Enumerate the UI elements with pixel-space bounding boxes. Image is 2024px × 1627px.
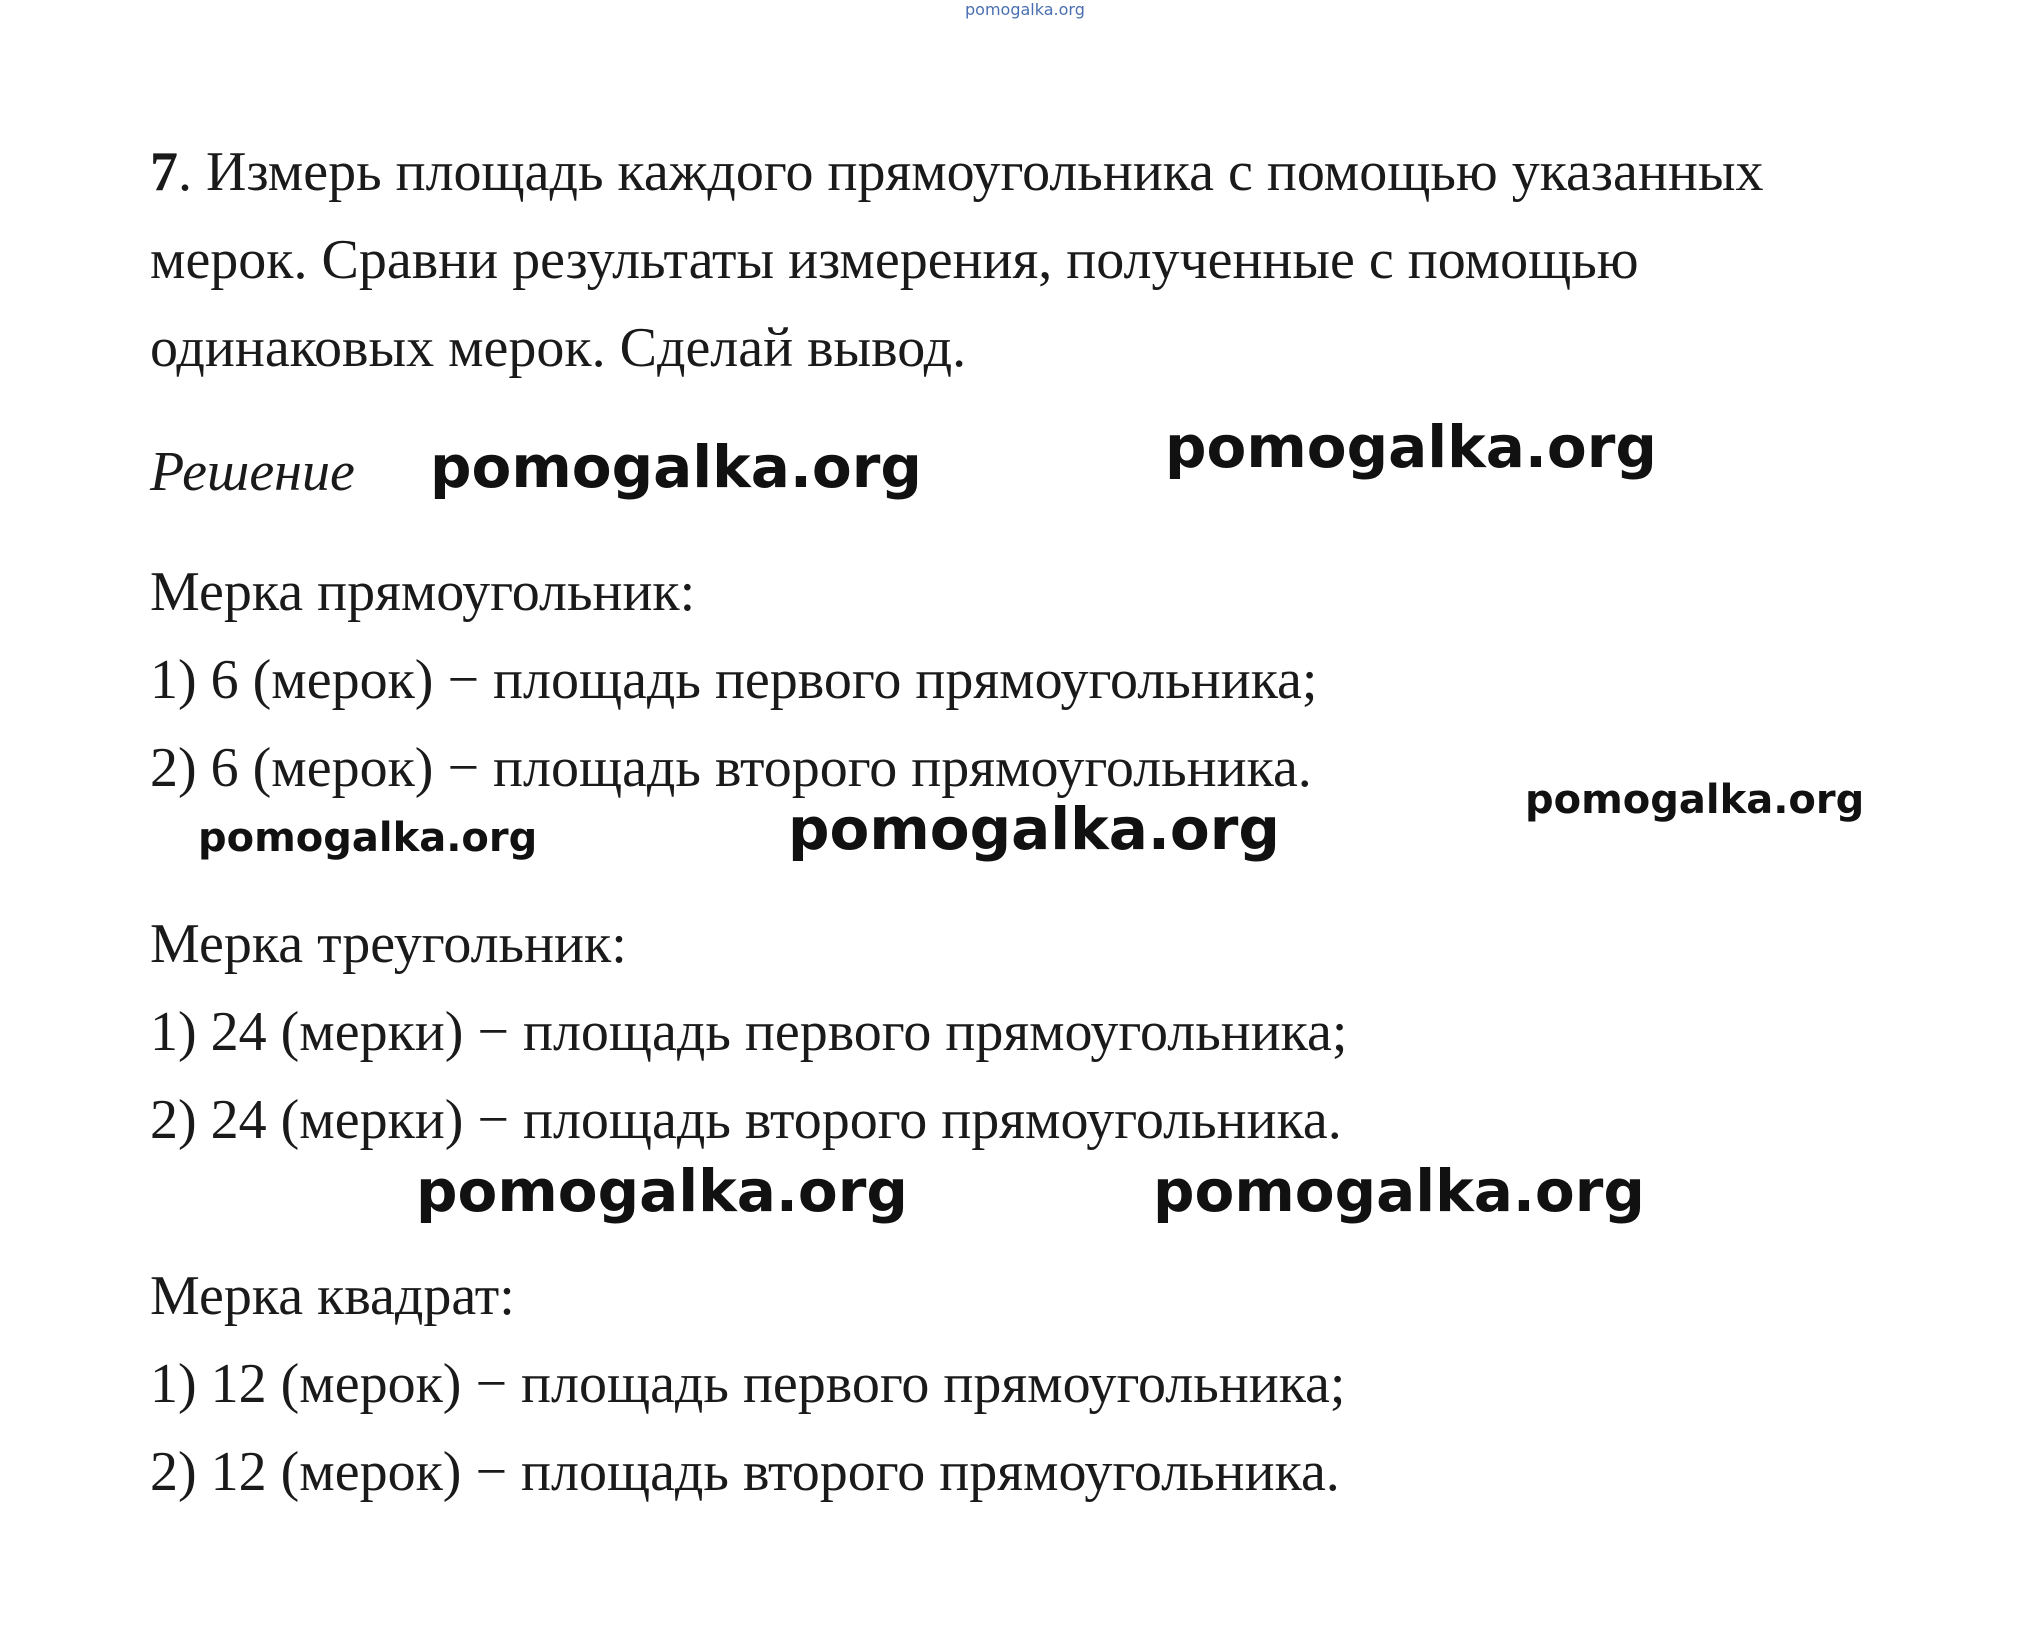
watermark: pomogalka.org [1165,413,1657,481]
watermark: pomogalka.org [198,815,538,861]
section-heading: Мерка прямоугольник: [150,561,696,623]
list-item: 1) 24 (мерки) − площадь первого прямоугольника; [150,1001,1348,1063]
list-item: 2) 6 (мерок) − площадь второго прямоугольника. [150,737,1312,799]
list-item: 2) 12 (мерок) − площадь второго прямоугольника. [150,1441,1340,1503]
task-line-2: мерок. Сравни результаты измерения, полученные с помощью [150,229,1639,291]
task-line-1 [150,140,1763,204]
watermark: pomogalka.org [430,433,922,501]
task-line-3: одинаковых мерок. Сделай вывод. [150,317,967,379]
task-number: 7 [150,141,178,203]
header-watermark: pomogalka.org [965,0,1085,19]
section-heading: Мерка треугольник: [150,913,627,975]
solution-label: Решение [150,441,355,503]
watermark: pomogalka.org [416,1157,908,1225]
list-item: 1) 6 (мерок) − площадь первого прямоугольника; [150,649,1318,711]
watermark: pomogalka.org [1525,777,1865,823]
task-text-1: . Измерь площадь каждого прямоугольника с помощью указанных [178,141,1764,203]
watermark: pomogalka.org [1153,1157,1645,1225]
section-heading: Мерка квадрат: [150,1265,515,1327]
watermark: pomogalka.org [788,795,1280,863]
list-item: 2) 24 (мерки) − площадь второго прямоугольника. [150,1089,1342,1151]
list-item: 1) 12 (мерок) − площадь первого прямоугольника; [150,1353,1346,1415]
